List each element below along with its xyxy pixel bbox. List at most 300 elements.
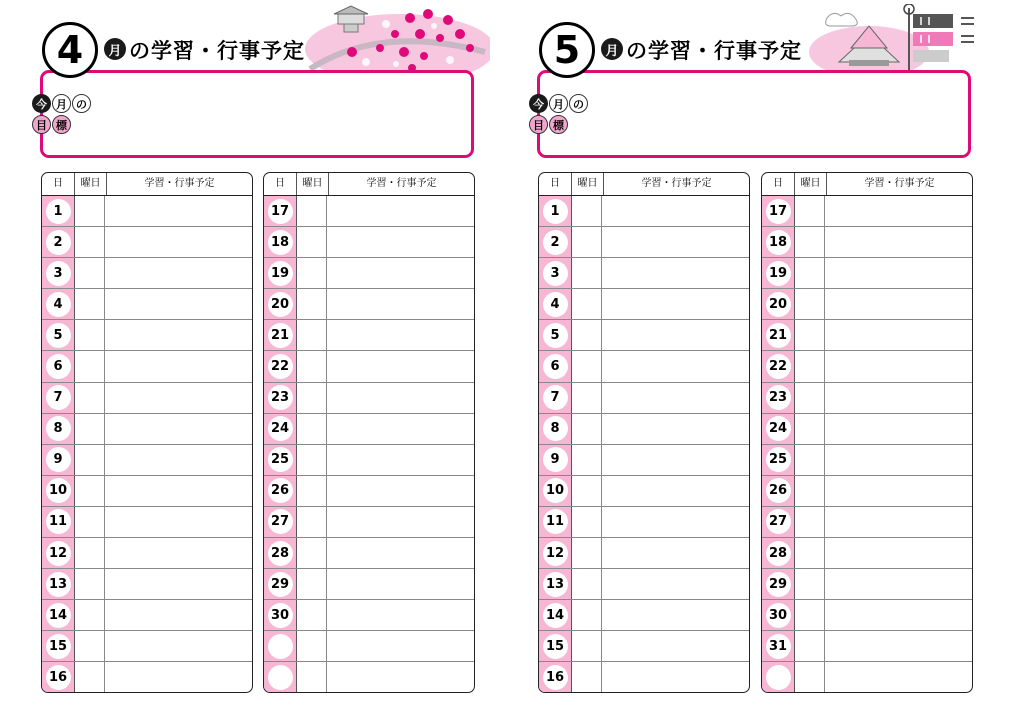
- cherry-blossom-castle-illustration: [300, 4, 490, 80]
- table-row: [539, 507, 749, 538]
- weekday-cell[interactable]: [74, 258, 105, 288]
- day-cell: [264, 414, 296, 444]
- day-number: 29: [268, 572, 293, 597]
- plan-cell[interactable]: [327, 414, 474, 444]
- goal-label-char: 月: [549, 94, 568, 113]
- weekday-cell[interactable]: [794, 227, 825, 257]
- weekday-cell[interactable]: [74, 445, 105, 475]
- weekday-cell[interactable]: [74, 383, 105, 413]
- goal-label-char: 今: [529, 94, 548, 113]
- day-cell: [539, 445, 571, 475]
- plan-cell[interactable]: [327, 383, 474, 413]
- day-cell: [42, 258, 74, 288]
- weekday-cell[interactable]: [794, 662, 825, 693]
- weekday-cell[interactable]: [794, 414, 825, 444]
- table-row: [42, 507, 252, 538]
- day-number: 13: [46, 572, 71, 597]
- table-row: [264, 351, 474, 382]
- day-cell: [762, 227, 794, 257]
- day-cell: [42, 569, 74, 599]
- weekday-cell[interactable]: [571, 662, 602, 693]
- table-row: [539, 383, 749, 414]
- goal-labels: [32, 94, 91, 136]
- weekday-cell[interactable]: [74, 507, 105, 537]
- plan-cell[interactable]: [105, 289, 252, 319]
- table-row: [762, 476, 972, 507]
- plan-cell[interactable]: [105, 414, 252, 444]
- day-number: 10: [543, 478, 568, 503]
- plan-cell[interactable]: [825, 445, 972, 475]
- plan-cell[interactable]: [105, 383, 252, 413]
- weekday-cell[interactable]: [74, 289, 105, 319]
- weekday-cell[interactable]: [794, 631, 825, 661]
- day-cell: [762, 538, 794, 568]
- table-row: [539, 631, 749, 662]
- table-row: [42, 351, 252, 382]
- header-weekday: 曜日: [297, 173, 329, 195]
- plan-cell[interactable]: [825, 227, 972, 257]
- table-row: [42, 414, 252, 445]
- plan-cell[interactable]: [327, 507, 474, 537]
- plan-cell[interactable]: [105, 476, 252, 506]
- plan-cell[interactable]: [602, 569, 749, 599]
- weekday-cell[interactable]: [794, 320, 825, 350]
- day-cell: [264, 351, 296, 381]
- schedule-table-days-17-31: [761, 172, 973, 693]
- plan-cell[interactable]: [825, 320, 972, 350]
- weekday-cell[interactable]: [571, 351, 602, 381]
- schedule-table-days-1-16: [41, 172, 253, 693]
- weekday-cell[interactable]: [571, 227, 602, 257]
- day-cell: [539, 631, 571, 661]
- day-cell: [42, 289, 74, 319]
- day-number: 18: [766, 230, 791, 255]
- day-number: 31: [766, 634, 791, 659]
- header-plan: 学習・行事予定: [366, 178, 437, 189]
- day-cell: [539, 289, 571, 319]
- weekday-cell[interactable]: [571, 476, 602, 506]
- plan-cell[interactable]: [825, 289, 972, 319]
- weekday-cell[interactable]: [794, 600, 825, 630]
- plan-cell[interactable]: [602, 476, 749, 506]
- day-cell: [264, 507, 296, 537]
- weekday-cell[interactable]: [296, 351, 327, 381]
- plan-cell[interactable]: [327, 289, 474, 319]
- day-cell: [762, 258, 794, 288]
- header-day: 日: [264, 173, 297, 195]
- kabuto-koinobori-illustration: [809, 4, 979, 80]
- day-number: 2: [543, 230, 568, 255]
- day-cell: [264, 445, 296, 475]
- day-number: 24: [766, 416, 791, 441]
- table-row: [264, 258, 474, 289]
- weekday-cell[interactable]: [571, 538, 602, 568]
- weekday-cell[interactable]: [74, 320, 105, 350]
- table-row: [539, 569, 749, 600]
- table-row: [762, 414, 972, 445]
- table-row: [539, 600, 749, 631]
- goal-label-char: 標: [549, 115, 568, 134]
- day-number: 16: [46, 665, 71, 690]
- table-row: [539, 320, 749, 351]
- monthly-goal-box[interactable]: [537, 70, 971, 158]
- plan-cell[interactable]: [602, 351, 749, 381]
- day-number: 9: [543, 447, 568, 472]
- table-row: [264, 320, 474, 351]
- plan-cell[interactable]: [105, 662, 252, 693]
- goal-label-char: 今: [32, 94, 51, 113]
- day-cell: [539, 227, 571, 257]
- day-number: 3: [543, 261, 568, 286]
- weekday-cell[interactable]: [794, 569, 825, 599]
- plan-cell[interactable]: [825, 538, 972, 568]
- weekday-cell[interactable]: [74, 476, 105, 506]
- plan-cell[interactable]: [327, 569, 474, 599]
- weekday-cell[interactable]: [794, 507, 825, 537]
- header-day: 日: [539, 173, 572, 195]
- goal-label-char: の: [569, 94, 588, 113]
- table-header: [42, 173, 252, 196]
- day-cell: [762, 196, 794, 226]
- plan-cell[interactable]: [327, 445, 474, 475]
- day-number: 15: [46, 634, 71, 659]
- day-cell: [42, 600, 74, 630]
- table-row: [539, 476, 749, 507]
- day-cell: [539, 414, 571, 444]
- day-number: 3: [46, 261, 71, 286]
- table-row: [762, 289, 972, 320]
- day-cell: [762, 600, 794, 630]
- plan-cell[interactable]: [327, 538, 474, 568]
- day-number: 5: [46, 323, 71, 348]
- table-row: [762, 662, 972, 693]
- weekday-cell[interactable]: [296, 662, 327, 693]
- plan-cell[interactable]: [602, 631, 749, 661]
- day-number: 5: [543, 323, 568, 348]
- day-number: 22: [766, 354, 791, 379]
- plan-cell[interactable]: [602, 227, 749, 257]
- weekday-cell[interactable]: [296, 631, 327, 661]
- plan-cell[interactable]: [602, 600, 749, 630]
- plan-cell[interactable]: [602, 507, 749, 537]
- day-number: 21: [268, 323, 293, 348]
- weekday-cell[interactable]: [74, 600, 105, 630]
- day-number: 18: [268, 230, 293, 255]
- weekday-cell[interactable]: [296, 538, 327, 568]
- plan-cell[interactable]: [327, 476, 474, 506]
- day-number: 6: [46, 354, 71, 379]
- goal-label-char: 標: [52, 115, 71, 134]
- plan-cell[interactable]: [327, 631, 474, 661]
- table-row: [539, 351, 749, 382]
- weekday-cell[interactable]: [296, 383, 327, 413]
- page-title: の学習・行事予定: [626, 39, 802, 63]
- plan-cell[interactable]: [825, 414, 972, 444]
- plan-cell[interactable]: [327, 258, 474, 288]
- day-cell: [762, 631, 794, 661]
- weekday-cell[interactable]: [571, 507, 602, 537]
- table-row: [264, 538, 474, 569]
- day-cell: [264, 320, 296, 350]
- plan-cell[interactable]: [825, 600, 972, 630]
- plan-cell[interactable]: [327, 320, 474, 350]
- plan-cell[interactable]: [105, 445, 252, 475]
- weekday-cell[interactable]: [571, 289, 602, 319]
- weekday-cell[interactable]: [571, 414, 602, 444]
- header-plan: 学習・行事予定: [864, 178, 935, 189]
- table-row: [762, 507, 972, 538]
- page-title: の学習・行事予定: [129, 39, 305, 63]
- day-number: 12: [46, 541, 71, 566]
- table-header: [762, 173, 972, 196]
- plan-cell[interactable]: [105, 196, 252, 226]
- day-number: 17: [268, 199, 293, 224]
- weekday-cell[interactable]: [571, 569, 602, 599]
- weekday-cell[interactable]: [794, 445, 825, 475]
- weekday-cell[interactable]: [296, 227, 327, 257]
- day-cell: [762, 383, 794, 413]
- day-cell: [539, 662, 571, 693]
- table-row: [539, 445, 749, 476]
- weekday-cell[interactable]: [794, 196, 825, 226]
- day-number: 10: [46, 478, 71, 503]
- day-cell: [762, 351, 794, 381]
- weekday-cell[interactable]: [794, 383, 825, 413]
- day-number: 27: [766, 509, 791, 534]
- day-cell: [42, 383, 74, 413]
- weekday-cell[interactable]: [794, 289, 825, 319]
- day-number: 21: [766, 323, 791, 348]
- weekday-cell[interactable]: [794, 258, 825, 288]
- plan-cell[interactable]: [105, 538, 252, 568]
- weekday-cell[interactable]: [571, 196, 602, 226]
- day-number: 26: [766, 478, 791, 503]
- weekday-cell[interactable]: [74, 227, 105, 257]
- day-number: 23: [766, 385, 791, 410]
- plan-cell[interactable]: [825, 258, 972, 288]
- weekday-cell[interactable]: [74, 662, 105, 693]
- plan-cell[interactable]: [825, 662, 972, 693]
- table-row: [762, 196, 972, 227]
- weekday-cell[interactable]: [74, 414, 105, 444]
- weekday-cell[interactable]: [794, 351, 825, 381]
- day-number: 7: [46, 385, 71, 410]
- plan-cell[interactable]: [602, 258, 749, 288]
- day-number: 20: [268, 292, 293, 317]
- day-number: 19: [766, 261, 791, 286]
- plan-cell[interactable]: [105, 569, 252, 599]
- table-row: [42, 320, 252, 351]
- header-weekday: 曜日: [795, 173, 827, 195]
- weekday-cell[interactable]: [296, 445, 327, 475]
- table-row: [264, 600, 474, 631]
- day-number: 24: [268, 416, 293, 441]
- month-char-badge: 月: [601, 38, 623, 60]
- plan-cell[interactable]: [105, 227, 252, 257]
- plan-cell[interactable]: [327, 600, 474, 630]
- plan-cell[interactable]: [602, 445, 749, 475]
- table-row: [762, 538, 972, 569]
- table-row: [42, 445, 252, 476]
- table-row: [264, 631, 474, 662]
- goal-label-char: の: [72, 94, 91, 113]
- plan-cell[interactable]: [825, 383, 972, 413]
- plan-cell[interactable]: [602, 383, 749, 413]
- weekday-cell[interactable]: [74, 569, 105, 599]
- day-cell: [762, 320, 794, 350]
- plan-cell[interactable]: [105, 258, 252, 288]
- weekday-cell[interactable]: [571, 445, 602, 475]
- weekday-cell[interactable]: [296, 258, 327, 288]
- day-cell: [42, 631, 74, 661]
- day-number: 16: [543, 665, 568, 690]
- table-row: [42, 662, 252, 693]
- day-cell: [42, 227, 74, 257]
- day-number: 1: [46, 199, 71, 224]
- table-row: [42, 289, 252, 320]
- day-cell: [762, 414, 794, 444]
- plan-cell[interactable]: [105, 351, 252, 381]
- day-cell: [42, 538, 74, 568]
- may-page: [497, 0, 977, 721]
- weekday-cell[interactable]: [74, 538, 105, 568]
- day-number: 1: [543, 199, 568, 224]
- plan-cell[interactable]: [105, 507, 252, 537]
- plan-cell[interactable]: [105, 631, 252, 661]
- day-number: 30: [766, 603, 791, 628]
- day-number: 9: [46, 447, 71, 472]
- table-row: [264, 414, 474, 445]
- weekday-cell[interactable]: [571, 383, 602, 413]
- table-row: [264, 196, 474, 227]
- day-cell: [42, 662, 74, 693]
- day-number: 27: [268, 509, 293, 534]
- day-cell: [42, 507, 74, 537]
- header-plan: 学習・行事予定: [144, 178, 215, 189]
- plan-cell[interactable]: [327, 196, 474, 226]
- day-cell: [264, 289, 296, 319]
- day-cell: [264, 383, 296, 413]
- table-row: [264, 476, 474, 507]
- weekday-cell[interactable]: [571, 320, 602, 350]
- schedule-table-days-1-16: [538, 172, 750, 693]
- day-cell: [539, 476, 571, 506]
- plan-cell[interactable]: [825, 476, 972, 506]
- day-number: 25: [268, 447, 293, 472]
- table-header: [539, 173, 749, 196]
- weekday-cell[interactable]: [794, 476, 825, 506]
- month-char-badge: 月: [104, 38, 126, 60]
- day-cell: [42, 414, 74, 444]
- weekday-cell[interactable]: [296, 320, 327, 350]
- plan-cell[interactable]: [105, 600, 252, 630]
- weekday-cell[interactable]: [74, 196, 105, 226]
- plan-cell[interactable]: [327, 351, 474, 381]
- plan-cell[interactable]: [602, 196, 749, 226]
- monthly-goal-box[interactable]: [40, 70, 474, 158]
- day-cell: [762, 289, 794, 319]
- plan-cell[interactable]: [825, 507, 972, 537]
- plan-cell[interactable]: [825, 569, 972, 599]
- plan-cell[interactable]: [105, 320, 252, 350]
- day-number: 4: [543, 292, 568, 317]
- day-number: 26: [268, 478, 293, 503]
- weekday-cell[interactable]: [296, 289, 327, 319]
- weekday-cell[interactable]: [74, 631, 105, 661]
- day-number: 28: [766, 541, 791, 566]
- header-plan: 学習・行事予定: [641, 178, 712, 189]
- table-row: [539, 227, 749, 258]
- weekday-cell[interactable]: [571, 631, 602, 661]
- day-cell: [42, 445, 74, 475]
- plan-cell[interactable]: [602, 662, 749, 693]
- day-number: 4: [46, 292, 71, 317]
- weekday-cell[interactable]: [296, 196, 327, 226]
- day-cell: [264, 476, 296, 506]
- table-row: [42, 258, 252, 289]
- weekday-cell[interactable]: [571, 258, 602, 288]
- table-row: [264, 227, 474, 258]
- table-row: [539, 538, 749, 569]
- weekday-cell[interactable]: [794, 538, 825, 568]
- weekday-cell[interactable]: [296, 600, 327, 630]
- plan-cell[interactable]: [825, 631, 972, 661]
- day-number: 2: [46, 230, 71, 255]
- day-number: [268, 665, 293, 690]
- plan-cell[interactable]: [825, 196, 972, 226]
- day-cell: [539, 320, 571, 350]
- plan-cell[interactable]: [602, 320, 749, 350]
- plan-cell[interactable]: [602, 289, 749, 319]
- goal-label-char: 目: [529, 115, 548, 134]
- day-cell: [539, 196, 571, 226]
- day-number: 20: [766, 292, 791, 317]
- day-cell: [539, 351, 571, 381]
- table-row: [42, 569, 252, 600]
- table-row: [539, 258, 749, 289]
- weekday-cell[interactable]: [296, 507, 327, 537]
- table-row: [762, 569, 972, 600]
- weekday-cell[interactable]: [296, 569, 327, 599]
- table-row: [762, 351, 972, 382]
- plan-cell[interactable]: [327, 227, 474, 257]
- plan-cell[interactable]: [825, 351, 972, 381]
- table-row: [42, 600, 252, 631]
- day-cell: [264, 569, 296, 599]
- day-cell: [264, 196, 296, 226]
- weekday-cell[interactable]: [296, 476, 327, 506]
- table-row: [762, 227, 972, 258]
- table-row: [539, 662, 749, 693]
- goal-label-char: 月: [52, 94, 71, 113]
- goal-label-char: 目: [32, 115, 51, 134]
- weekday-cell[interactable]: [74, 351, 105, 381]
- day-cell: [264, 258, 296, 288]
- day-number: 11: [46, 509, 71, 534]
- day-cell: [42, 476, 74, 506]
- plan-cell[interactable]: [602, 414, 749, 444]
- plan-cell[interactable]: [327, 662, 474, 693]
- weekday-cell[interactable]: [571, 600, 602, 630]
- weekday-cell[interactable]: [296, 414, 327, 444]
- day-number: 7: [543, 385, 568, 410]
- day-cell: [42, 351, 74, 381]
- table-row: [264, 569, 474, 600]
- table-row: [264, 507, 474, 538]
- plan-cell[interactable]: [602, 538, 749, 568]
- day-number: 8: [543, 416, 568, 441]
- day-cell: [762, 445, 794, 475]
